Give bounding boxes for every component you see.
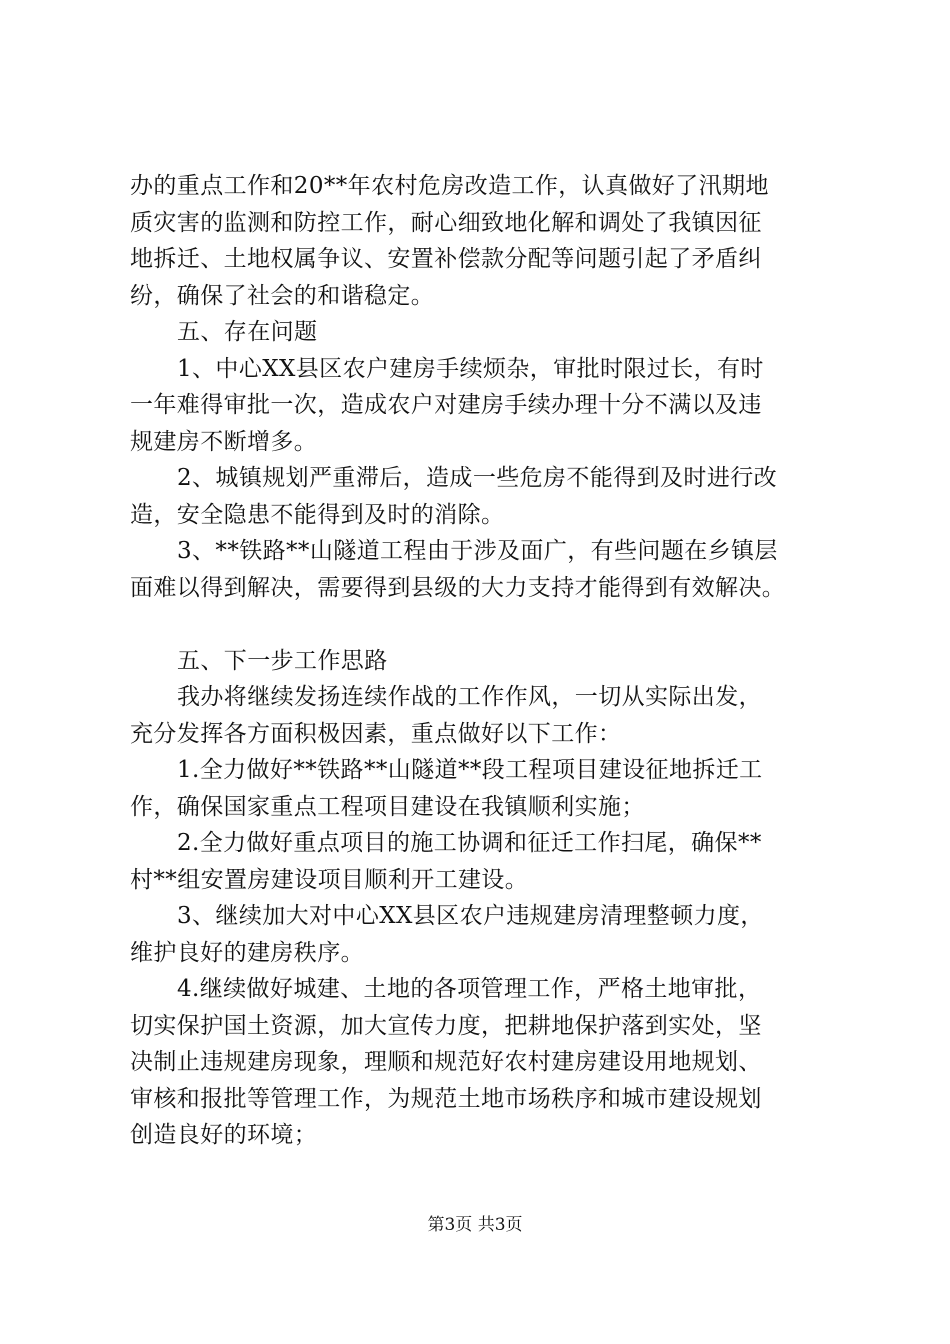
text-line: 作，确保国家重点工程项目建设在我镇顺利实施； [130, 793, 645, 820]
text-line: 质灾害的监测和防控工作，耐心细致地化解和调处了我镇因征 [130, 209, 762, 236]
text-line: 造，安全隐患不能得到及时的消除。 [130, 501, 505, 528]
text-line: 五、存在问题 [177, 319, 318, 345]
text-line: 维护良好的建房秩序。 [130, 939, 364, 966]
text-line: 4.继续做好城建、土地的各项管理工作，严格土地审批， [177, 976, 762, 1002]
text-line: 一年难得审批一次，造成农户对建房手续办理十分不满以及违 [130, 392, 762, 418]
text-line: 2.全力做好重点项目的施工协调和征迁工作扫尾，确保** [177, 830, 762, 856]
text-line: 我办将继续发扬连续作战的工作作风，一切从实际出发， [177, 684, 762, 710]
text-line: 充分发挥各方面积极因素，重点做好以下工作： [130, 720, 622, 747]
text-line: 办的重点工作和20**年农村危房改造工作，认真做好了汛期地 [130, 173, 769, 199]
text-line: 切实保护国土资源，加大宣传力度，把耕地保护落到实处，坚 [130, 1012, 762, 1039]
document-body [130, 168, 830, 1154]
text-line: 创造良好的环境； [130, 1122, 318, 1148]
text-line: 规建房不断增多。 [130, 428, 318, 455]
text-line: 3、**铁路**山隧道工程由于涉及面广，有些问题在乡镇层 [177, 538, 778, 564]
text-line: 1、中心XX县区农户建房手续烦杂，审批时限过长，有时 [177, 355, 764, 382]
text-line: 决制止违规建房现象，理顺和规范好农村建房建设用地规划、 [130, 1049, 762, 1075]
text-line: 3、继续加大对中心XX县区农户违规建房清理整顿力度， [177, 903, 764, 929]
text-line: 面难以得到解决，需要得到县级的大力支持才能得到有效解决。 [130, 574, 786, 601]
blank-line [130, 606, 830, 643]
text-line: 地拆迁、土地权属争议、安置补偿款分配等问题引起了矛盾纠 [130, 246, 762, 272]
page-footer: 第3页 共3页 [427, 1215, 523, 1235]
text-line: 五、下一步工作思路 [177, 647, 388, 674]
text-line: 1.全力做好**铁路**山隧道**段工程项目建设征地拆迁工 [177, 757, 763, 783]
text-line: 2、城镇规划严重滞后，造成一些危房不能得到及时进行改 [177, 465, 778, 491]
text-line: 审核和报批等管理工作，为规范土地市场秩序和城市建设规划 [130, 1085, 762, 1112]
text-line: 村**组安置房建设项目顺利开工建设。 [130, 866, 529, 893]
text-line: 纷，确保了社会的和谐稳定。 [130, 282, 435, 309]
